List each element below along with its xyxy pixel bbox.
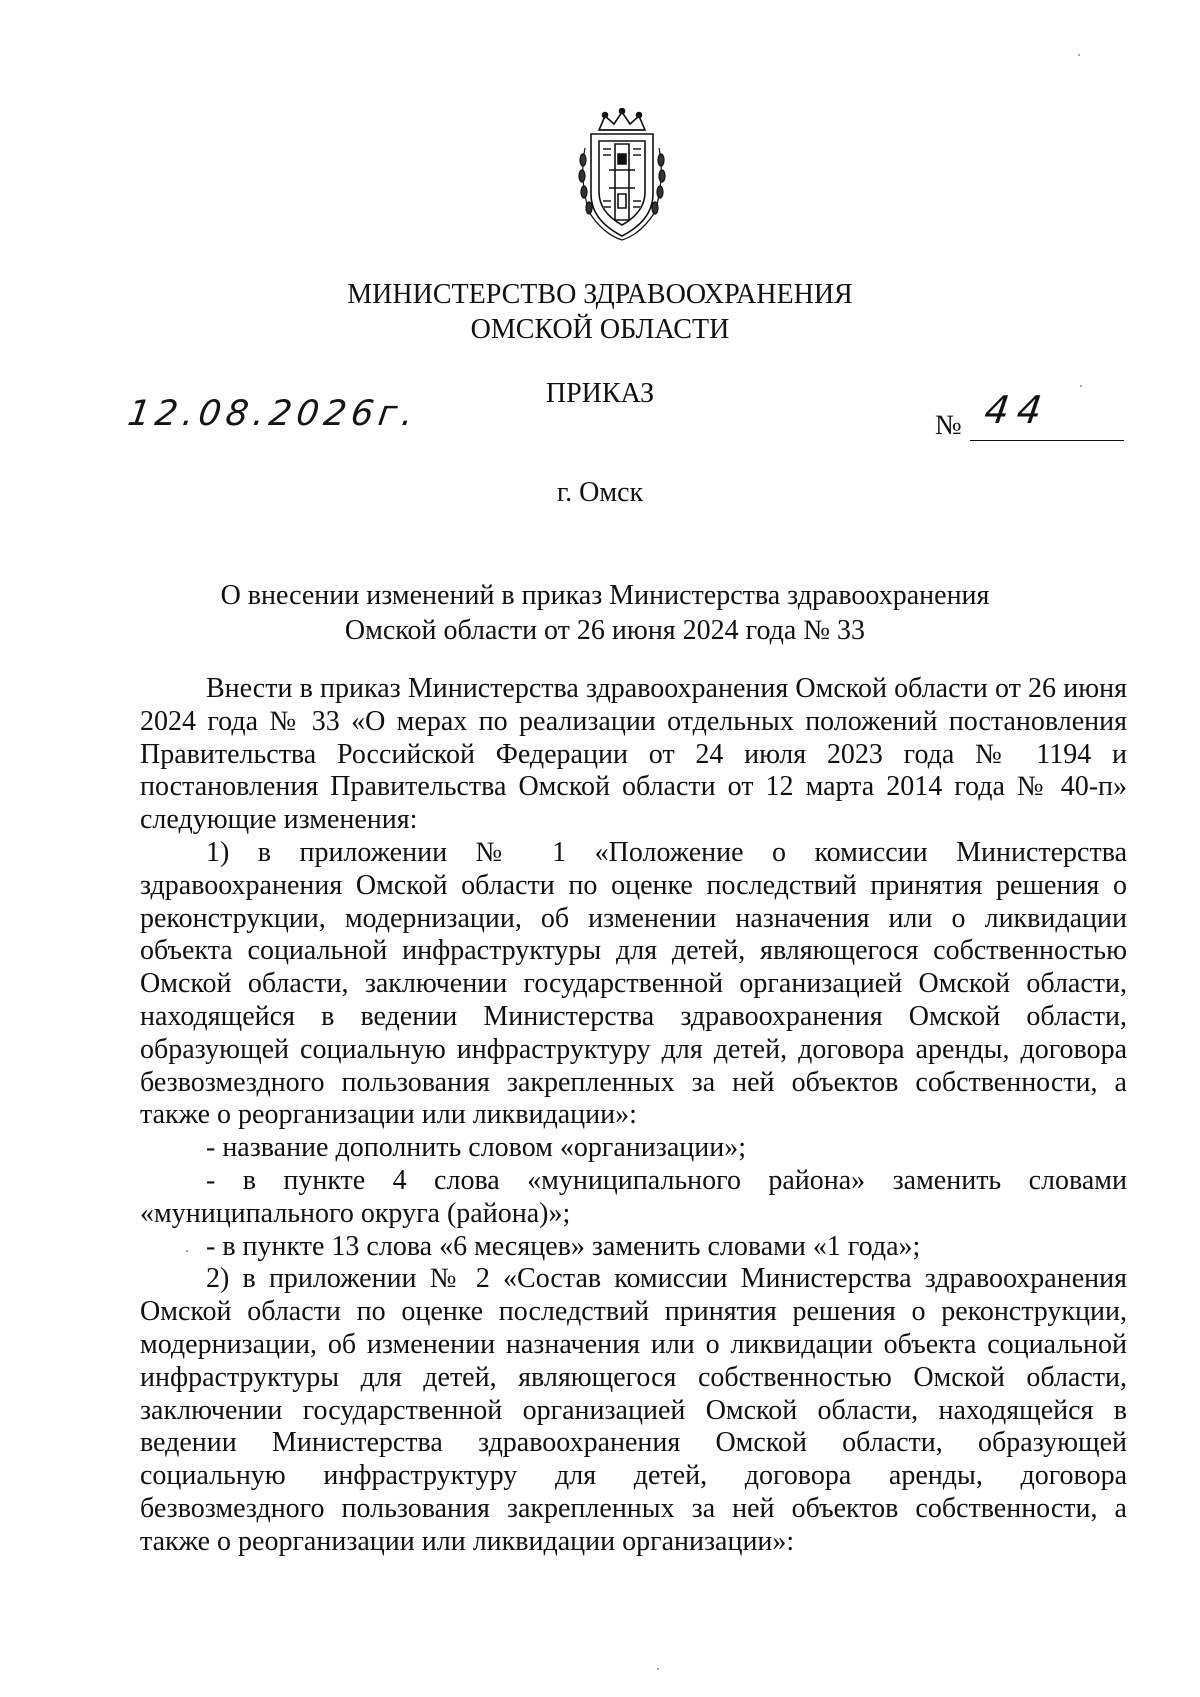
body-paragraph-item-2: 2) в приложении № 2 «Состав комиссии Министерства здравоохранения Омской области по оценке последствий принятия решения о реконструкции, модернизации, об изменении назначения или о ликвидации объекта социальной инфраструктуры для детей, являющегося собственностью Омской области, заключении государственной организацией Омской области, находящейся в ведении Министерства здравоохранения Омской области, образующей социальную инфраструктуру для детей, договора аренды, договора безвозмездного пользования закрепленных за ней объектов собственности, а также о реорганизации или ликвидации организации»: <box>140 1263 1127 1557</box>
scan-speck <box>186 1250 188 1252</box>
body-paragraph-item-1: 1) в приложении № 1 «Положение о комиссии Министерства здравоохранения Омской области по оценке последствий принятия решения о реконструкции, модернизации, об изменении назначения или о ликвидации объекта социальной инфраструктуры для детей, являющегося собственностью Омской области, заключении государственной организацией Омской области, находящейся в ведении Министерства здравоохранения Омской области, образующей социальную инфраструктуру для детей, договора аренды, договора безвозмездного пользования закрепленных за ней объектов собственности, а также о реорганизации или ликвидации»: <box>140 836 1127 1131</box>
scan-speck <box>657 1668 659 1670</box>
document-date: 12.08.2026г. <box>125 394 421 434</box>
body-paragraph-change-item-4: - в пункте 4 слова «муниципального района» заменить словами «муниципального округа (района)»; <box>140 1164 1127 1229</box>
subject-line2: Омской области от 26 июня 2024 года № 33 <box>344 615 866 646</box>
organization-name-line2: ОМСКОЙ ОБЛАСТИ <box>470 314 730 345</box>
body-paragraph-intro: Внести в приказ Министерства здравоохранения Омской области от 26 июня 2024 года № 33 «О мерах по реализации отдельных положений постановления Правительства Российской Федерации от 24 июля 2023 года № 1194 и постановления Правительства Омской области от 12 марта 2014 года № 40-п» следующие изменения: <box>140 673 1127 836</box>
document-number: 44 <box>981 388 1053 432</box>
scan-speck <box>1078 54 1080 56</box>
organization-name-line1: МИНИСТЕРСТВО ЗДРАВООХРАНЕНИЯ <box>347 279 853 310</box>
document-subject <box>150 578 1060 648</box>
coat-of-arms-icon <box>569 108 675 243</box>
document-body <box>140 673 1127 1559</box>
subject-line1: О внесении изменений в приказ Министерства здравоохранения <box>220 580 990 611</box>
number-label: № <box>935 410 962 441</box>
body-paragraph-change-title: - название дополнить словом «организации»; <box>206 1132 746 1164</box>
scan-speck <box>1080 385 1082 387</box>
document-city: г. Омск <box>556 477 644 508</box>
organization-header <box>0 277 1200 347</box>
document-type: ПРИКАЗ <box>545 378 655 409</box>
body-paragraph-change-item-13: - в пункте 13 слова «6 месяцев» заменить словами «1 года»; <box>206 1230 921 1262</box>
number-underline <box>970 440 1124 441</box>
